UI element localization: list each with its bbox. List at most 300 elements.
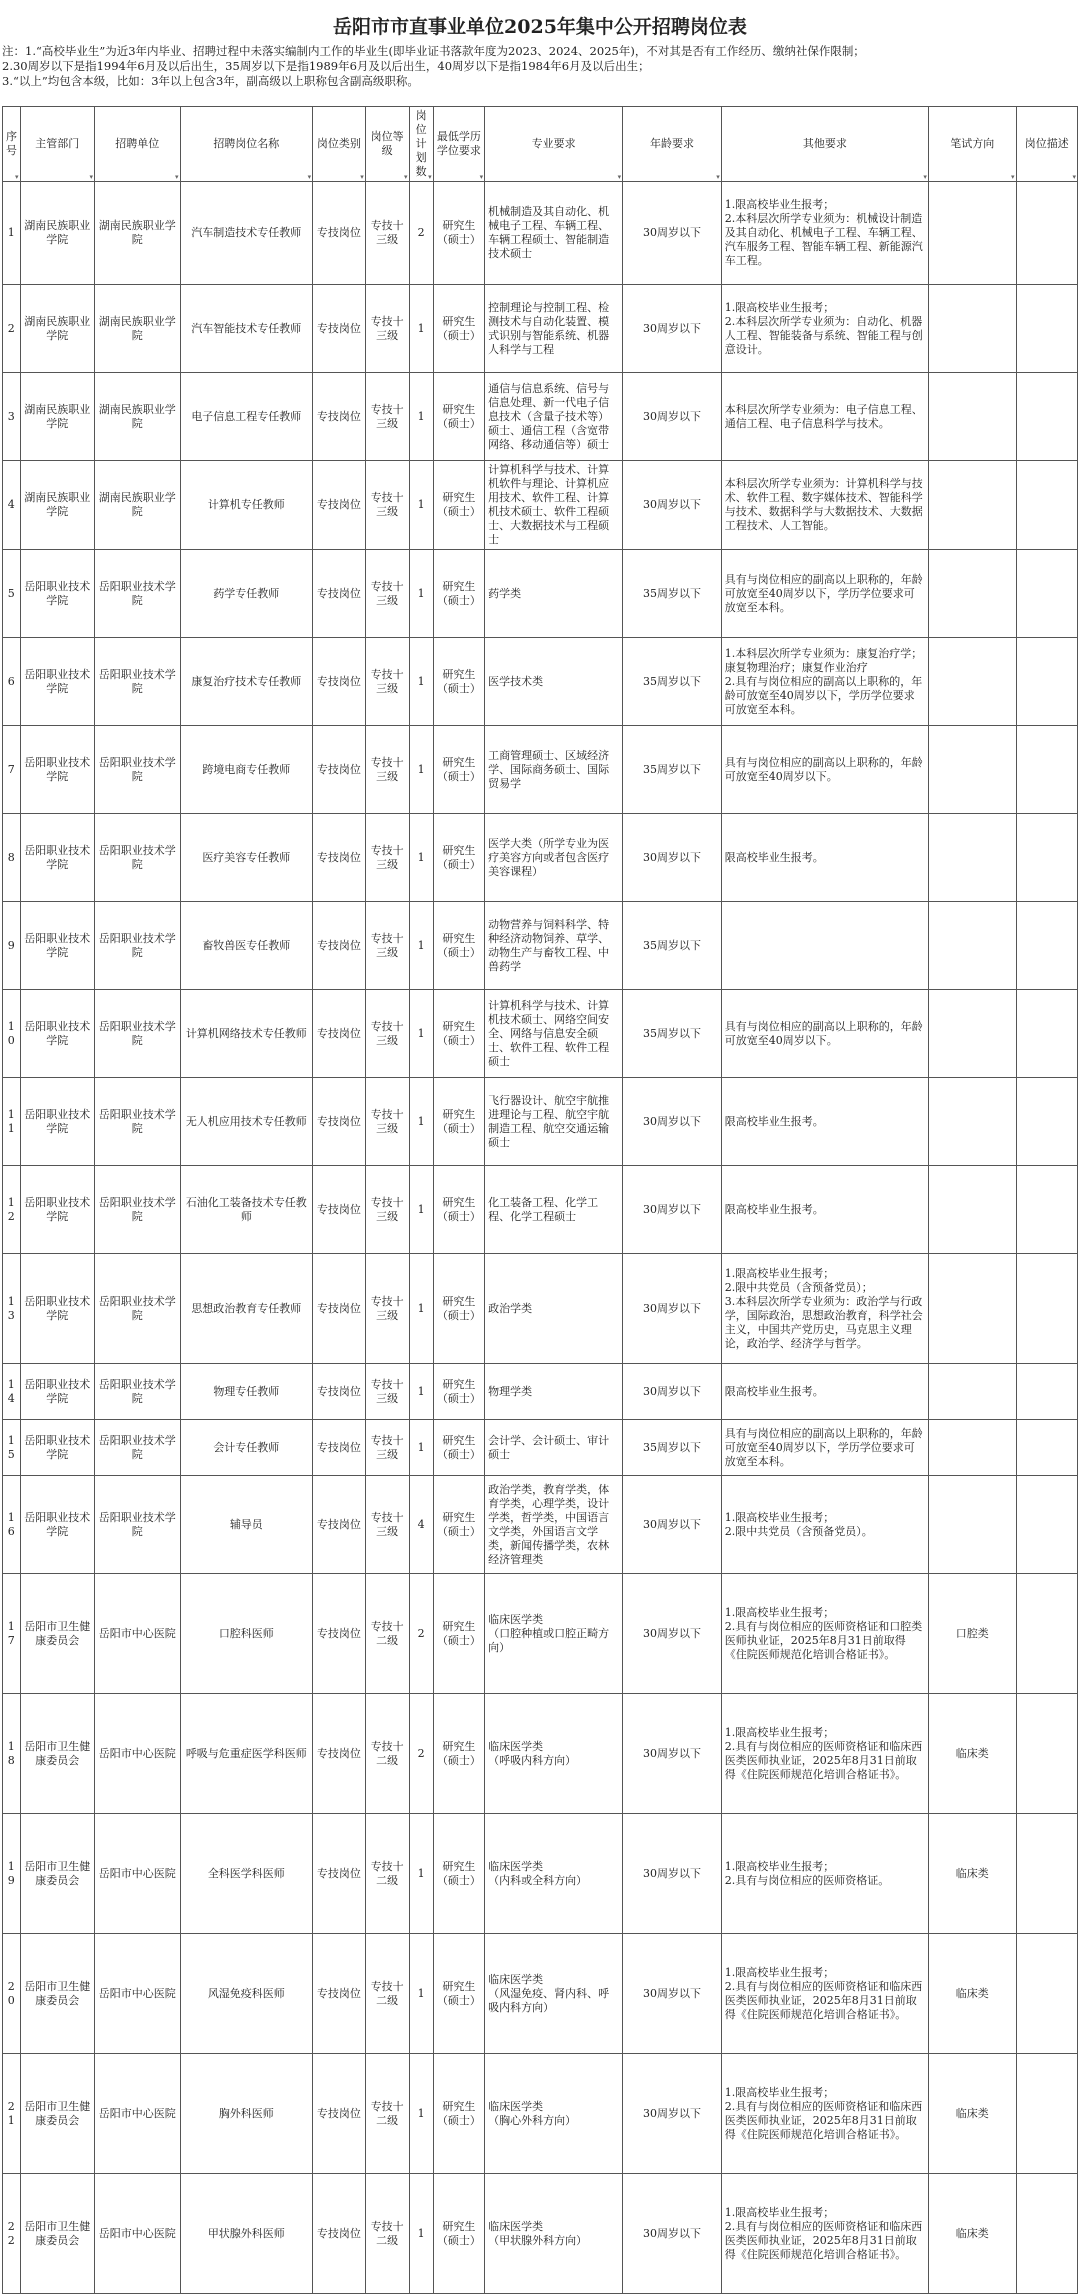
cell-age: 30周岁以下 bbox=[623, 1364, 722, 1420]
cell-desc bbox=[1016, 182, 1077, 285]
cell-type: 专技岗位 bbox=[313, 990, 366, 1078]
cell-pos: 甲状腺外科医师 bbox=[180, 2174, 313, 2294]
cell-seq: 9 bbox=[3, 902, 21, 990]
cell-dept: 岳阳市卫生健康委员会 bbox=[20, 2174, 95, 2294]
header-label: 笔试方向 bbox=[950, 137, 995, 150]
cell-major: 计算机科学与技术、计算机技术硕士、网络空间安全、网络与信息安全硕士、软件工程、软件工程硕士 bbox=[485, 990, 623, 1078]
cell-num: 1 bbox=[409, 902, 433, 990]
cell-edu: 研究生（硕士） bbox=[433, 2054, 485, 2174]
cell-other bbox=[721, 902, 928, 990]
cell-type: 专技岗位 bbox=[313, 373, 366, 461]
cell-level: 专技十三级 bbox=[365, 902, 409, 990]
table-row bbox=[3, 1166, 1078, 1254]
cell-unit: 岳阳职业技术学院 bbox=[95, 1254, 180, 1364]
cell-level: 专技十二级 bbox=[365, 2174, 409, 2294]
cell-major: 通信与信息系统、信号与信息处理、新一代电子信息技术（含量子技术等）硕士、通信工程（含宽带网络、移动通信等）硕士 bbox=[485, 373, 623, 461]
cell-type: 专技岗位 bbox=[313, 1254, 366, 1364]
cell-edu: 研究生（硕士） bbox=[433, 902, 485, 990]
cell-exam bbox=[928, 550, 1016, 638]
header-label: 主管部门 bbox=[35, 137, 80, 150]
cell-major: 控制理论与控制工程、检测技术与自动化装置、模式识别与智能系统、机器人科学与工程 bbox=[485, 285, 623, 373]
cell-desc bbox=[1016, 1574, 1077, 1694]
cell-level: 专技十三级 bbox=[365, 550, 409, 638]
cell-age: 30周岁以下 bbox=[623, 461, 722, 550]
cell-major: 动物营养与饲料科学、特种经济动物饲养、草学、动物生产与畜牧工程、中兽药学 bbox=[485, 902, 623, 990]
cell-edu: 研究生（硕士） bbox=[433, 2174, 485, 2294]
cell-seq: 7 bbox=[3, 726, 21, 814]
table-row bbox=[3, 726, 1078, 814]
cell-desc bbox=[1016, 373, 1077, 461]
table-row bbox=[3, 285, 1078, 373]
cell-desc bbox=[1016, 2174, 1077, 2294]
cell-unit: 岳阳职业技术学院 bbox=[95, 1364, 180, 1420]
cell-unit: 岳阳职业技术学院 bbox=[95, 550, 180, 638]
header-label: 专业要求 bbox=[531, 137, 576, 150]
cell-unit: 岳阳市中心医院 bbox=[95, 2174, 180, 2294]
cell-major: 工商管理硕士、区域经济学、国际商务硕士、国际贸易学 bbox=[485, 726, 623, 814]
cell-pos: 汽车制造技术专任教师 bbox=[180, 182, 313, 285]
cell-unit: 岳阳职业技术学院 bbox=[95, 990, 180, 1078]
cell-seq: 10 bbox=[3, 990, 21, 1078]
filter-dropdown-icon[interactable]: ▾ bbox=[175, 173, 179, 181]
cell-major: 政治学类 bbox=[485, 1254, 623, 1364]
filter-dropdown-icon[interactable]: ▾ bbox=[1072, 173, 1076, 181]
cell-desc bbox=[1016, 1254, 1077, 1364]
cell-pos: 呼吸与危重症医学科医师 bbox=[180, 1694, 313, 1814]
header-num bbox=[409, 107, 433, 182]
header-dept bbox=[20, 107, 95, 182]
cell-level: 专技十二级 bbox=[365, 1574, 409, 1694]
cell-seq: 22 bbox=[3, 2174, 21, 2294]
cell-pos: 医疗美容专任教师 bbox=[180, 814, 313, 902]
cell-other: 1.限高校毕业生报考； 2.限中共党员（含预备党员）； 3.本科层次所学专业须为：政治学与行政学，国际政治，思想政治教育，科学社会主义，中国共产党历史，马克思主义理论，政治学、经济学与哲学。 bbox=[721, 1254, 928, 1364]
cell-other: 1.限高校毕业生报考； 2.具有与岗位相应的医师资格证和临床西医类医师执业证，2025年8月31日前取得《住院医师规范化培训合格证书》。 bbox=[721, 1694, 928, 1814]
header-label: 岗位计划数 bbox=[415, 109, 427, 178]
cell-desc bbox=[1016, 2054, 1077, 2174]
filter-dropdown-icon[interactable]: ▾ bbox=[360, 173, 364, 181]
table-header-row bbox=[3, 107, 1078, 182]
cell-edu: 研究生（硕士） bbox=[433, 1166, 485, 1254]
cell-major: 政治学类，教育学类，体育学类，心理学类，设计学类，哲学类，中国语言文学类，外国语言文学类，新闻传播学类，农林经济管理类 bbox=[485, 1476, 623, 1574]
cell-seq: 11 bbox=[3, 1078, 21, 1166]
cell-unit: 岳阳职业技术学院 bbox=[95, 1420, 180, 1476]
cell-level: 专技十三级 bbox=[365, 1166, 409, 1254]
note-line: 2.30周岁以下是指1994年6月及以后出生，35周岁以下是指1989年6月及以后出生，40周岁以下是指1984年6月及以后出生； bbox=[2, 59, 650, 73]
cell-level: 专技十三级 bbox=[365, 814, 409, 902]
cell-exam bbox=[928, 814, 1016, 902]
cell-major: 医学技术类 bbox=[485, 638, 623, 726]
header-desc bbox=[1016, 107, 1077, 182]
cell-other: 具有与岗位相应的副高以上职称的，年龄可放宽至40周岁以下，学历学位要求可放宽至本科。 bbox=[721, 550, 928, 638]
cell-desc bbox=[1016, 1364, 1077, 1420]
cell-age: 30周岁以下 bbox=[623, 1694, 722, 1814]
cell-type: 专技岗位 bbox=[313, 1476, 366, 1574]
cell-pos: 物理专任教师 bbox=[180, 1364, 313, 1420]
cell-desc bbox=[1016, 990, 1077, 1078]
cell-seq: 20 bbox=[3, 1934, 21, 2054]
header-label: 招聘单位 bbox=[115, 137, 160, 150]
cell-seq: 1 bbox=[3, 182, 21, 285]
cell-pos: 全科医学科医师 bbox=[180, 1814, 313, 1934]
cell-major: 临床医学类 （口腔种植或口腔正畸方向） bbox=[485, 1574, 623, 1694]
cell-desc bbox=[1016, 1420, 1077, 1476]
cell-dept: 岳阳职业技术学院 bbox=[20, 1254, 95, 1364]
cell-exam bbox=[928, 902, 1016, 990]
cell-age: 35周岁以下 bbox=[623, 1420, 722, 1476]
cell-exam bbox=[928, 1166, 1016, 1254]
table-row bbox=[3, 1574, 1078, 1694]
cell-exam bbox=[928, 1476, 1016, 1574]
cell-dept: 岳阳职业技术学院 bbox=[20, 1078, 95, 1166]
cell-level: 专技十三级 bbox=[365, 1420, 409, 1476]
cell-unit: 岳阳职业技术学院 bbox=[95, 1078, 180, 1166]
cell-type: 专技岗位 bbox=[313, 1364, 366, 1420]
cell-pos: 风湿免疫科医师 bbox=[180, 1934, 313, 2054]
cell-unit: 岳阳市中心医院 bbox=[95, 1694, 180, 1814]
cell-pos: 口腔科医师 bbox=[180, 1574, 313, 1694]
cell-num: 1 bbox=[409, 1814, 433, 1934]
cell-num: 1 bbox=[409, 373, 433, 461]
cell-other: 1.限高校毕业生报考； 2.具有与岗位相应的医师资格证和口腔类医师执业证，2025年8月31日前取得《住院医师规范化培训合格证书》。 bbox=[721, 1574, 928, 1694]
cell-edu: 研究生（硕士） bbox=[433, 990, 485, 1078]
cell-other: 具有与岗位相应的副高以上职称的，年龄可放宽至40周岁以下。 bbox=[721, 990, 928, 1078]
cell-major: 医学大类（所学专业为医疗美容方向或者包含医疗美容课程） bbox=[485, 814, 623, 902]
cell-exam: 临床类 bbox=[928, 2054, 1016, 2174]
cell-level: 专技十二级 bbox=[365, 1934, 409, 2054]
table-row bbox=[3, 2174, 1078, 2294]
cell-dept: 湖南民族职业学院 bbox=[20, 182, 95, 285]
cell-pos: 汽车智能技术专任教师 bbox=[180, 285, 313, 373]
cell-dept: 岳阳职业技术学院 bbox=[20, 990, 95, 1078]
cell-desc bbox=[1016, 1694, 1077, 1814]
filter-dropdown-icon[interactable]: ▾ bbox=[716, 173, 720, 181]
cell-num: 1 bbox=[409, 726, 433, 814]
cell-type: 专技岗位 bbox=[313, 550, 366, 638]
cell-age: 30周岁以下 bbox=[623, 1078, 722, 1166]
cell-exam bbox=[928, 182, 1016, 285]
cell-major: 机械制造及其自动化、机械电子工程、车辆工程、车辆工程硕士、智能制造技术硕士 bbox=[485, 182, 623, 285]
cell-major: 临床医学类 （甲状腺外科方向） bbox=[485, 2174, 623, 2294]
header-label: 岗位描述 bbox=[1024, 137, 1069, 150]
cell-seq: 15 bbox=[3, 1420, 21, 1476]
cell-exam bbox=[928, 373, 1016, 461]
cell-age: 30周岁以下 bbox=[623, 1814, 722, 1934]
cell-age: 30周岁以下 bbox=[623, 373, 722, 461]
cell-unit: 岳阳职业技术学院 bbox=[95, 726, 180, 814]
cell-exam: 临床类 bbox=[928, 1814, 1016, 1934]
cell-pos: 辅导员 bbox=[180, 1476, 313, 1574]
cell-num: 1 bbox=[409, 2054, 433, 2174]
cell-edu: 研究生（硕士） bbox=[433, 285, 485, 373]
cell-pos: 畜牧兽医专任教师 bbox=[180, 902, 313, 990]
cell-type: 专技岗位 bbox=[313, 726, 366, 814]
cell-dept: 岳阳职业技术学院 bbox=[20, 1476, 95, 1574]
filter-dropdown-icon[interactable]: ▾ bbox=[479, 173, 484, 181]
cell-edu: 研究生（硕士） bbox=[433, 638, 485, 726]
cell-num: 1 bbox=[409, 461, 433, 550]
cell-exam bbox=[928, 1364, 1016, 1420]
header-level bbox=[365, 107, 409, 182]
filter-dropdown-icon[interactable]: ▾ bbox=[1011, 173, 1015, 181]
cell-edu: 研究生（硕士） bbox=[433, 1574, 485, 1694]
header-other bbox=[721, 107, 928, 182]
cell-seq: 21 bbox=[3, 2054, 21, 2174]
cell-unit: 湖南民族职业学院 bbox=[95, 461, 180, 550]
cell-seq: 2 bbox=[3, 285, 21, 373]
cell-age: 30周岁以下 bbox=[623, 814, 722, 902]
cell-desc bbox=[1016, 1078, 1077, 1166]
cell-desc bbox=[1016, 726, 1077, 814]
cell-exam: 临床类 bbox=[928, 2174, 1016, 2294]
cell-type: 专技岗位 bbox=[313, 902, 366, 990]
cell-num: 1 bbox=[409, 1078, 433, 1166]
cell-other: 1.本科层次所学专业须为：康复治疗学；康复物理治疗；康复作业治疗 2.具有与岗位相应的副高以上职称的，年龄可放宽至40周岁以下，学历学位要求可放宽至本科。 bbox=[721, 638, 928, 726]
cell-age: 35周岁以下 bbox=[623, 550, 722, 638]
cell-dept: 湖南民族职业学院 bbox=[20, 285, 95, 373]
table-row bbox=[3, 1476, 1078, 1574]
header-age bbox=[623, 107, 722, 182]
cell-age: 30周岁以下 bbox=[623, 1574, 722, 1694]
cell-seq: 19 bbox=[3, 1814, 21, 1934]
cell-seq: 12 bbox=[3, 1166, 21, 1254]
cell-level: 专技十三级 bbox=[365, 638, 409, 726]
cell-other: 1.限高校毕业生报考； 2.具有与岗位相应的医师资格证。 bbox=[721, 1814, 928, 1934]
cell-dept: 岳阳职业技术学院 bbox=[20, 550, 95, 638]
cell-seq: 17 bbox=[3, 1574, 21, 1694]
cell-type: 专技岗位 bbox=[313, 1574, 366, 1694]
cell-dept: 湖南民族职业学院 bbox=[20, 461, 95, 550]
cell-other: 本科层次所学专业须为：电子信息工程、通信工程、电子信息科学与技术。 bbox=[721, 373, 928, 461]
cell-edu: 研究生（硕士） bbox=[433, 1934, 485, 2054]
cell-age: 30周岁以下 bbox=[623, 1166, 722, 1254]
filter-dropdown-icon[interactable]: ▾ bbox=[15, 173, 19, 181]
cell-exam bbox=[928, 1254, 1016, 1364]
cell-type: 专技岗位 bbox=[313, 638, 366, 726]
cell-level: 专技十三级 bbox=[365, 373, 409, 461]
header-label: 招聘岗位名称 bbox=[213, 137, 280, 150]
cell-other: 1.限高校毕业生报考； 2.本科层次所学专业须为：自动化、机器人工程、智能装备与系统、智能工程与创意设计。 bbox=[721, 285, 928, 373]
cell-pos: 康复治疗技术专任教师 bbox=[180, 638, 313, 726]
cell-edu: 研究生（硕士） bbox=[433, 373, 485, 461]
cell-desc bbox=[1016, 461, 1077, 550]
cell-edu: 研究生（硕士） bbox=[433, 182, 485, 285]
cell-seq: 14 bbox=[3, 1364, 21, 1420]
table-row bbox=[3, 461, 1078, 550]
cell-type: 专技岗位 bbox=[313, 285, 366, 373]
cell-desc bbox=[1016, 814, 1077, 902]
cell-other: 1.限高校毕业生报考； 2.具有与岗位相应的医师资格证和临床西医类医师执业证，2025年8月31日前取得《住院医师规范化培训合格证书》。 bbox=[721, 1934, 928, 2054]
header-label: 序号 bbox=[6, 130, 17, 157]
cell-num: 1 bbox=[409, 285, 433, 373]
header-seq bbox=[3, 107, 21, 182]
cell-major: 会计学、会计硕士、审计硕士 bbox=[485, 1420, 623, 1476]
cell-unit: 岳阳市中心医院 bbox=[95, 1934, 180, 2054]
cell-dept: 岳阳市卫生健康委员会 bbox=[20, 1814, 95, 1934]
cell-exam bbox=[928, 726, 1016, 814]
table-row bbox=[3, 2054, 1078, 2174]
cell-other: 1.限高校毕业生报考； 2.具有与岗位相应的医师资格证和临床西医类医师执业证，2025年8月31日前取得《住院医师规范化培训合格证书》。 bbox=[721, 2054, 928, 2174]
cell-major: 药学类 bbox=[485, 550, 623, 638]
cell-other: 本科层次所学专业须为：计算机科学与技术、软件工程、数字媒体技术、智能科学与技术、数据科学与大数据技术、大数据工程技术、人工智能。 bbox=[721, 461, 928, 550]
cell-other: 1.限高校毕业生报考； 2.限中共党员（含预备党员）。 bbox=[721, 1476, 928, 1574]
cell-num: 1 bbox=[409, 1364, 433, 1420]
header-label: 岗位等级 bbox=[370, 130, 404, 157]
filter-dropdown-icon[interactable]: ▾ bbox=[617, 173, 622, 181]
cell-num: 2 bbox=[409, 1694, 433, 1814]
header-label: 最低学历学位要求 bbox=[436, 130, 481, 157]
cell-level: 专技十三级 bbox=[365, 990, 409, 1078]
cell-edu: 研究生（硕士） bbox=[433, 461, 485, 550]
table-row bbox=[3, 1254, 1078, 1364]
cell-level: 专技十三级 bbox=[365, 461, 409, 550]
cell-age: 30周岁以下 bbox=[623, 182, 722, 285]
header-label: 岗位类别 bbox=[316, 137, 361, 150]
cell-unit: 岳阳市中心医院 bbox=[95, 2054, 180, 2174]
cell-major: 飞行器设计、航空宇航推进理论与工程、航空宇航制造工程、航空交通运输硕士 bbox=[485, 1078, 623, 1166]
table-row bbox=[3, 638, 1078, 726]
page-title: 岳阳市市直事业单位2025年集中公开招聘岗位表 bbox=[333, 16, 747, 38]
cell-num: 1 bbox=[409, 1166, 433, 1254]
cell-type: 专技岗位 bbox=[313, 1166, 366, 1254]
cell-major: 临床医学类 （内科或全科方向） bbox=[485, 1814, 623, 1934]
cell-age: 30周岁以下 bbox=[623, 1476, 722, 1574]
cell-desc bbox=[1016, 550, 1077, 638]
header-label: 其他要求 bbox=[802, 137, 847, 150]
cell-level: 专技十二级 bbox=[365, 2054, 409, 2174]
header-label: 年龄要求 bbox=[649, 137, 694, 150]
table-row bbox=[3, 1814, 1078, 1934]
cell-dept: 岳阳职业技术学院 bbox=[20, 726, 95, 814]
cell-type: 专技岗位 bbox=[313, 1934, 366, 2054]
cell-edu: 研究生（硕士） bbox=[433, 550, 485, 638]
table-body bbox=[3, 182, 1078, 2294]
header-type bbox=[313, 107, 366, 182]
note-line: 3.“以上”均包含本级，比如：3年以上包含3年，副高级以上职称包含副高级职称。 bbox=[2, 74, 419, 88]
cell-unit: 岳阳市中心医院 bbox=[95, 1814, 180, 1934]
cell-type: 专技岗位 bbox=[313, 1814, 366, 1934]
cell-unit: 湖南民族职业学院 bbox=[95, 285, 180, 373]
cell-type: 专技岗位 bbox=[313, 461, 366, 550]
cell-exam: 口腔类 bbox=[928, 1574, 1016, 1694]
cell-age: 30周岁以下 bbox=[623, 285, 722, 373]
cell-level: 专技十三级 bbox=[365, 1476, 409, 1574]
filter-dropdown-icon[interactable]: ▾ bbox=[89, 173, 94, 181]
cell-age: 35周岁以下 bbox=[623, 990, 722, 1078]
header-unit bbox=[95, 107, 180, 182]
cell-type: 专技岗位 bbox=[313, 1420, 366, 1476]
cell-exam bbox=[928, 1078, 1016, 1166]
cell-dept: 岳阳职业技术学院 bbox=[20, 902, 95, 990]
cell-age: 30周岁以下 bbox=[623, 2174, 722, 2294]
cell-age: 35周岁以下 bbox=[623, 726, 722, 814]
cell-edu: 研究生（硕士） bbox=[433, 726, 485, 814]
cell-exam bbox=[928, 1420, 1016, 1476]
filter-dropdown-icon[interactable]: ▾ bbox=[307, 173, 312, 181]
cell-age: 30周岁以下 bbox=[623, 2054, 722, 2174]
table-row bbox=[3, 1078, 1078, 1166]
cell-type: 专技岗位 bbox=[313, 814, 366, 902]
cell-exam bbox=[928, 285, 1016, 373]
cell-num: 1 bbox=[409, 1934, 433, 2054]
cell-num: 1 bbox=[409, 814, 433, 902]
cell-other: 具有与岗位相应的副高以上职称的，年龄可放宽至40周岁以下，学历学位要求可放宽至本科。 bbox=[721, 1420, 928, 1476]
cell-desc bbox=[1016, 1166, 1077, 1254]
cell-desc bbox=[1016, 1814, 1077, 1934]
table-row bbox=[3, 1364, 1078, 1420]
cell-type: 专技岗位 bbox=[313, 1078, 366, 1166]
cell-num: 2 bbox=[409, 182, 433, 285]
cell-unit: 岳阳职业技术学院 bbox=[95, 638, 180, 726]
cell-desc bbox=[1016, 285, 1077, 373]
cell-level: 专技十三级 bbox=[365, 285, 409, 373]
cell-dept: 岳阳市卫生健康委员会 bbox=[20, 2054, 95, 2174]
filter-dropdown-icon[interactable]: ▾ bbox=[428, 173, 432, 181]
table-row bbox=[3, 902, 1078, 990]
cell-level: 专技十三级 bbox=[365, 1254, 409, 1364]
cell-edu: 研究生（硕士） bbox=[433, 1364, 485, 1420]
cell-pos: 计算机网络技术专任教师 bbox=[180, 990, 313, 1078]
cell-type: 专技岗位 bbox=[313, 2054, 366, 2174]
cell-age: 30周岁以下 bbox=[623, 1254, 722, 1364]
table-row bbox=[3, 1694, 1078, 1814]
cell-seq: 8 bbox=[3, 814, 21, 902]
cell-num: 1 bbox=[409, 1254, 433, 1364]
cell-edu: 研究生（硕士） bbox=[433, 1254, 485, 1364]
cell-pos: 胸外科医师 bbox=[180, 2054, 313, 2174]
cell-other: 1.限高校毕业生报考； 2.具有与岗位相应的医师资格证和临床西医类医师执业证，2025年8月31日前取得《住院医师规范化培训合格证书》。 bbox=[721, 2174, 928, 2294]
cell-desc bbox=[1016, 1934, 1077, 2054]
cell-level: 专技十三级 bbox=[365, 1364, 409, 1420]
cell-pos: 药学专任教师 bbox=[180, 550, 313, 638]
cell-unit: 岳阳职业技术学院 bbox=[95, 1166, 180, 1254]
cell-level: 专技十三级 bbox=[365, 1078, 409, 1166]
cell-pos: 电子信息工程专任教师 bbox=[180, 373, 313, 461]
cell-exam bbox=[928, 461, 1016, 550]
cell-edu: 研究生（硕士） bbox=[433, 814, 485, 902]
header-exam bbox=[928, 107, 1016, 182]
cell-type: 专技岗位 bbox=[313, 2174, 366, 2294]
cell-age: 30周岁以下 bbox=[623, 1934, 722, 2054]
filter-dropdown-icon[interactable]: ▾ bbox=[923, 173, 927, 181]
cell-level: 专技十三级 bbox=[365, 726, 409, 814]
cell-seq: 5 bbox=[3, 550, 21, 638]
filter-dropdown-icon[interactable]: ▾ bbox=[404, 173, 408, 181]
table-row bbox=[3, 990, 1078, 1078]
cell-edu: 研究生（硕士） bbox=[433, 1420, 485, 1476]
cell-pos: 无人机应用技术专任教师 bbox=[180, 1078, 313, 1166]
cell-seq: 3 bbox=[3, 373, 21, 461]
cell-num: 1 bbox=[409, 1420, 433, 1476]
cell-other: 限高校毕业生报考。 bbox=[721, 1166, 928, 1254]
cell-dept: 湖南民族职业学院 bbox=[20, 373, 95, 461]
header-pos bbox=[180, 107, 313, 182]
header-major bbox=[485, 107, 623, 182]
cell-level: 专技十二级 bbox=[365, 1814, 409, 1934]
header-edu bbox=[433, 107, 485, 182]
cell-seq: 6 bbox=[3, 638, 21, 726]
cell-seq: 18 bbox=[3, 1694, 21, 1814]
cell-other: 具有与岗位相应的副高以上职称的，年龄可放宽至40周岁以下。 bbox=[721, 726, 928, 814]
notes-block bbox=[0, 44, 1080, 106]
cell-other: 限高校毕业生报考。 bbox=[721, 1078, 928, 1166]
cell-dept: 岳阳职业技术学院 bbox=[20, 1364, 95, 1420]
table-row bbox=[3, 373, 1078, 461]
cell-exam: 临床类 bbox=[928, 1694, 1016, 1814]
cell-seq: 13 bbox=[3, 1254, 21, 1364]
job-table bbox=[2, 106, 1078, 2294]
cell-exam bbox=[928, 638, 1016, 726]
cell-edu: 研究生（硕士） bbox=[433, 1078, 485, 1166]
